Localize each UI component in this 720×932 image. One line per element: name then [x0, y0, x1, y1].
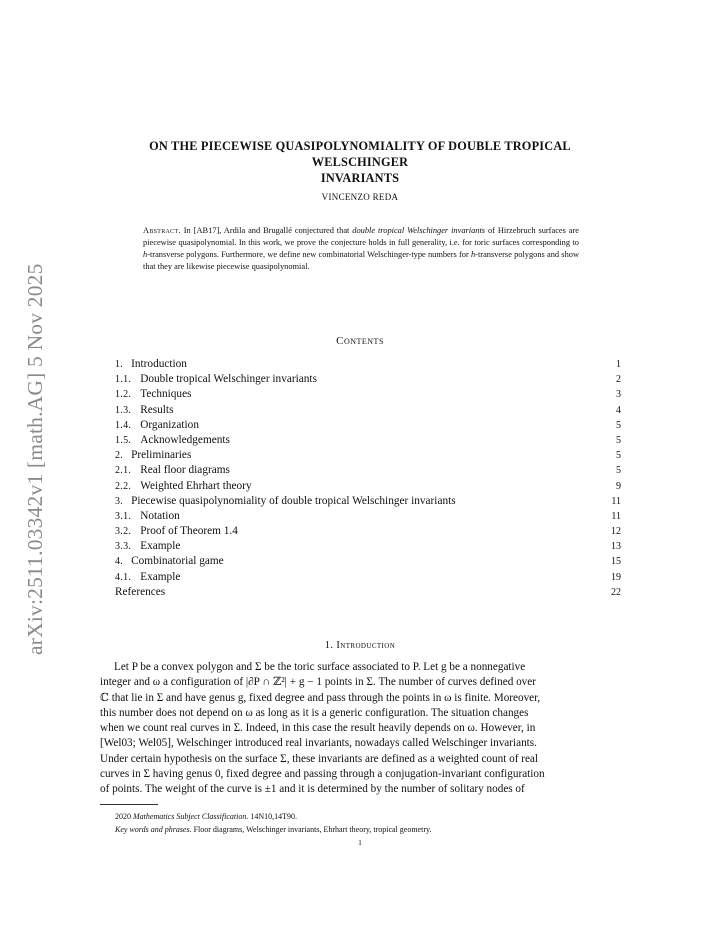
toc-entry[interactable]	[115, 357, 621, 372]
toc-entry-title: Double tropical Welschinger invariants	[140, 373, 317, 386]
toc-entry[interactable]	[115, 463, 621, 478]
toc-entry-title: Weighted Ehrhart theory	[140, 479, 252, 492]
msc-value: 14N10,14T90.	[250, 812, 297, 821]
toc-entry-number: 1.	[115, 359, 124, 370]
toc-entry-number: 3.3.	[115, 541, 132, 553]
toc-entry-title: Example	[140, 570, 181, 583]
abstract-text-part: of Hirzebruch surfaces are piecewise quasipolynomial. In this work, we prove the conjecture holds in full generality, i.e. for toric surfaces corresponding to	[143, 226, 580, 247]
author-name: VINCENZO REDA	[321, 192, 399, 202]
msc-year: 2020	[115, 812, 131, 821]
table-of-contents	[115, 357, 621, 600]
toc-entry-page: 3	[616, 389, 621, 401]
introduction-paragraph	[100, 660, 621, 798]
toc-entry-number: 1.4.	[115, 419, 132, 431]
toc-entry[interactable]	[115, 539, 621, 554]
toc-entry-title: Techniques	[140, 388, 192, 401]
page-number: 1	[358, 838, 362, 847]
toc-entry-page: 11	[611, 510, 621, 522]
body-text-line: Let P be a convex polygon and Σ be the toric surface associated to P. Let g be a nonnegative	[114, 661, 526, 673]
toc-entry-title: References	[115, 585, 166, 598]
toc-entry[interactable]	[115, 387, 621, 402]
toc-entry-page: 12	[611, 526, 621, 538]
toc-entry-number: 3.	[115, 495, 124, 507]
toc-entry-number: 1.2.	[115, 389, 132, 401]
toc-entry[interactable]	[115, 509, 621, 524]
footnotes	[115, 810, 431, 836]
toc-entry[interactable]	[115, 372, 621, 387]
title-line-1: ON THE PIECEWISE QUASIPOLYNOMIALITY OF DOUBLE TROPICAL WELSCHINGER	[149, 139, 571, 169]
toc-entry-title: Results	[140, 403, 174, 416]
toc-entry-title: Proof of Theorem 1.4	[140, 525, 238, 538]
toc-entry[interactable]	[115, 418, 621, 433]
toc-entry-page: 5	[616, 450, 621, 462]
toc-entry[interactable]	[115, 494, 621, 509]
toc-entry-title: Example	[140, 540, 181, 553]
section-heading-introduction: 1. Introduction	[324, 640, 396, 651]
abstract-emphasis: h	[143, 250, 148, 259]
abstract-text-part: -transverse polygons. Furthermore, we define new combinatorial Welschinger-type numbers for	[147, 250, 471, 259]
toc-entry-number: 2.1.	[115, 465, 132, 477]
arxiv-identifier-stamp: arXiv:2511.03342v1 [math.AG] 5 Nov 2025	[23, 263, 47, 655]
paper-title	[100, 138, 620, 186]
toc-entry-number: 2.	[115, 450, 124, 462]
abstract-label: Abstract.	[143, 226, 181, 235]
toc-entry[interactable]	[115, 524, 621, 539]
toc-entry-page: 19	[611, 571, 621, 583]
body-text-line: ℂ that lie in Σ and have genus g, fixed degree and pass through the points in ω is finite. Moreover,	[100, 691, 541, 704]
toc-entry-number: 4.1.	[115, 571, 132, 583]
abstract-emphasis: double tropical Welschinger invariants	[352, 226, 486, 235]
toc-entry-page: 4	[616, 404, 621, 416]
toc-entry[interactable]	[115, 433, 621, 448]
toc-entry[interactable]	[115, 554, 621, 569]
body-text-line: [Wel03; Wel05], Welschinger introduced real invariants, nowadays called Welschinger invariants.	[100, 737, 537, 750]
toc-entry-title: Notation	[140, 509, 180, 522]
msc-footnote	[115, 810, 431, 823]
toc-entry-number: 1.3.	[115, 404, 132, 416]
toc-entry-number: 2.2.	[115, 480, 132, 492]
toc-entry-title: Preliminaries	[131, 449, 192, 462]
toc-entry-number: 4.	[115, 556, 124, 568]
toc-entry[interactable]	[115, 570, 621, 585]
toc-entry-number: 3.1.	[115, 510, 132, 522]
toc-entry-page: 11	[611, 495, 621, 507]
toc-entry-page: 22	[611, 586, 621, 598]
body-text-line: Under certain hypothesis on the surface Σ, these invariants are defined as a weighted count of real	[100, 752, 538, 765]
body-text-line: this number does not depend on ω as long as it is a generic configuration. The situation changes	[100, 706, 529, 719]
body-text-line: of points. The weight of the curve is ±1 and it is determined by the number of solitary nodes of	[100, 783, 525, 796]
abstract	[143, 225, 579, 273]
toc-entry-page: 2	[616, 374, 621, 386]
toc-entry-number: 1.1.	[115, 374, 132, 386]
toc-entry[interactable]	[115, 403, 621, 418]
contents-heading: Contents	[336, 335, 384, 347]
toc-entry-title: Piecewise quasipolynomiality of double tropical Welschinger invariants	[131, 494, 456, 507]
msc-label: Mathematics Subject Classification.	[133, 812, 249, 821]
title-line-2: INVARIANTS	[320, 171, 400, 185]
abstract-text-part: -transverse polygons and show that they are likewise piecewise quasipolynomial.	[143, 250, 579, 271]
toc-entry-number: 3.2.	[115, 526, 132, 538]
abstract-text-part: In [AB17], Ardila and Brugallé conjectured that	[180, 226, 353, 235]
body-text-line: when we count real curves in Σ. Indeed, in this case the result heavily depends on ω. However, in	[100, 722, 536, 735]
toc-entry-page: 15	[611, 556, 621, 568]
body-text-line: curves in Σ having genus 0, fixed degree and passing through a conjugation-invariant configuration	[100, 768, 545, 781]
toc-entry-page: 5	[616, 434, 621, 446]
toc-entry-title: Acknowledgements	[140, 433, 230, 446]
toc-entry[interactable]	[115, 448, 621, 463]
toc-entry[interactable]	[115, 479, 621, 494]
toc-entry-title: Organization	[140, 418, 199, 431]
toc-entry-page: 1	[616, 359, 621, 370]
toc-entry-title: Real floor diagrams	[140, 464, 230, 477]
keywords-value: Floor diagrams, Welschinger invariants, Ehrhart theory, tropical geometry.	[193, 825, 432, 834]
abstract-emphasis: h	[470, 250, 476, 259]
toc-entry-page: 13	[611, 541, 621, 553]
toc-entry-page: 5	[616, 465, 621, 477]
toc-entry-number: 1.5.	[115, 434, 132, 446]
body-text-line: integer and ω a configuration of |∂P ∩ ℤ²| + g − 1 points in Σ. The number of curves defined over	[100, 676, 536, 689]
toc-entry-page: 5	[616, 419, 621, 431]
toc-entry-title: Combinatorial game	[131, 555, 224, 568]
keywords-label: Key words and phrases.	[115, 825, 192, 834]
toc-entry-title: Introduction	[131, 358, 187, 370]
footnote-divider	[100, 804, 158, 805]
toc-entry-page: 9	[616, 480, 621, 492]
toc-entry[interactable]	[115, 585, 621, 600]
keywords-footnote	[115, 823, 431, 836]
